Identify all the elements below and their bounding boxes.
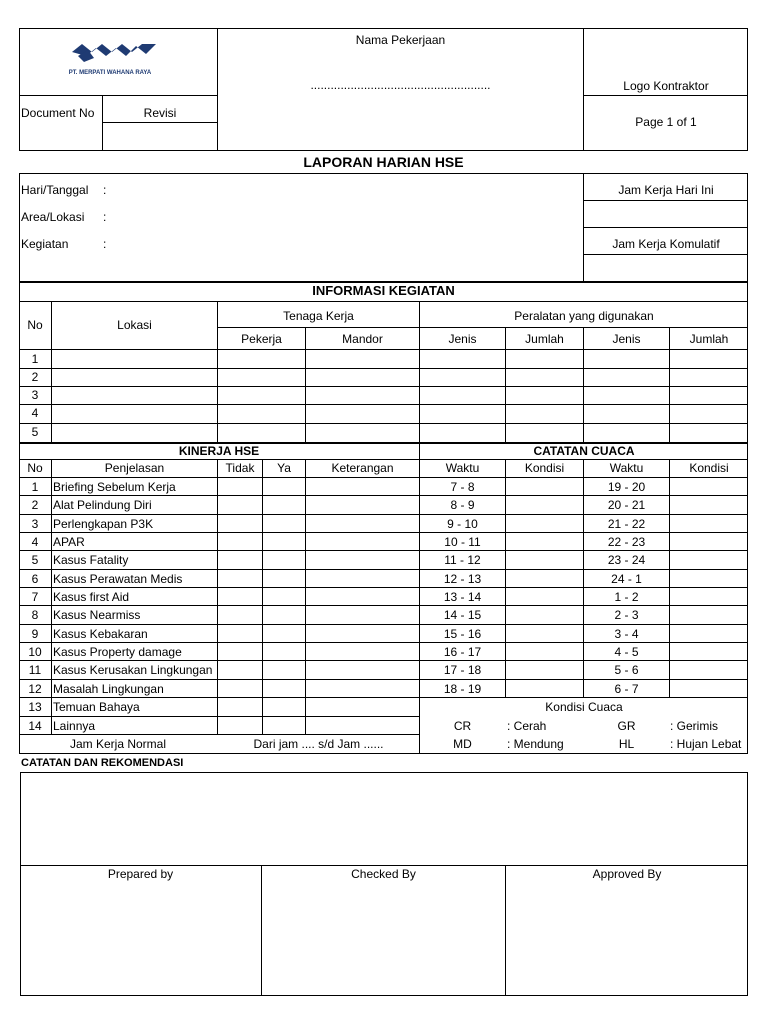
weather-time: 21 - 22 bbox=[607, 517, 646, 531]
notes-box bbox=[20, 772, 748, 866]
legend-desc: : Gerimis bbox=[670, 719, 718, 733]
weather-time: 8 - 9 bbox=[450, 498, 475, 512]
weather-time: 6 - 7 bbox=[614, 682, 639, 696]
item-no: 2 bbox=[31, 498, 39, 512]
item-no: 13 bbox=[28, 700, 42, 714]
equipment-type-header-2: Jenis bbox=[612, 332, 641, 346]
item-desc: APAR bbox=[53, 535, 85, 549]
item-desc: Masalah Lingkungan bbox=[53, 682, 164, 696]
document-no-label: Document No bbox=[21, 106, 95, 120]
item-no: 12 bbox=[28, 682, 42, 696]
weather-time-header-1: Waktu bbox=[445, 461, 480, 475]
item-desc: Kasus Perawatan Medis bbox=[53, 572, 183, 586]
legend-code: CR bbox=[453, 719, 472, 733]
company-name: PT. MERPATI WAHANA RAYA bbox=[68, 70, 152, 76]
weather-time: 9 - 10 bbox=[447, 517, 478, 531]
weather-time: 22 - 23 bbox=[607, 535, 646, 549]
weather-time-header-2: Waktu bbox=[609, 461, 644, 475]
notes-title: CATATAN DAN REKOMENDASI bbox=[21, 757, 184, 769]
activity-no-header: No bbox=[27, 318, 43, 332]
weather-condition-header-2: Kondisi bbox=[689, 461, 729, 475]
hse-performance-title: KINERJA HSE bbox=[178, 444, 260, 458]
equipment-header: Peralatan yang digunakan bbox=[514, 309, 654, 323]
weather-time: 23 - 24 bbox=[607, 553, 646, 567]
performance-no-header: No bbox=[27, 461, 43, 475]
item-desc: Lainnya bbox=[53, 719, 96, 733]
prepared-by-label: Prepared by bbox=[107, 867, 174, 881]
item-no: 9 bbox=[31, 627, 39, 641]
item-desc: Kasus Kebakaran bbox=[53, 627, 148, 641]
legend-desc: : Hujan Lebat bbox=[670, 737, 742, 751]
weather-title: CATATAN CUACA bbox=[533, 444, 635, 458]
weather-time: 10 - 11 bbox=[444, 535, 481, 549]
contractor-logo-label: Logo Kontraktor bbox=[623, 79, 709, 93]
day-date-colon: : bbox=[103, 183, 107, 197]
weather-time: 14 - 15 bbox=[443, 608, 482, 622]
item-no: 7 bbox=[31, 590, 39, 604]
performance-remarks-header: Keterangan bbox=[331, 461, 394, 475]
legend-desc: : Cerah bbox=[507, 719, 547, 733]
legend-code: HL bbox=[618, 737, 635, 751]
item-desc: Kasus Property damage bbox=[53, 645, 182, 659]
item-no: 6 bbox=[31, 572, 39, 586]
weather-time: 20 - 21 bbox=[607, 498, 646, 512]
area-colon: : bbox=[103, 210, 107, 224]
item-desc: Perlengkapan P3K bbox=[53, 517, 154, 531]
item-no: 10 bbox=[28, 645, 42, 659]
item-no: 11 bbox=[28, 663, 42, 677]
legend-code: MD bbox=[453, 737, 472, 751]
weather-time: 1 - 2 bbox=[614, 590, 639, 604]
item-desc: Kasus Nearmiss bbox=[53, 608, 141, 622]
worker-header: Pekerja bbox=[241, 332, 282, 346]
item-desc: Temuan Bahaya bbox=[53, 700, 140, 714]
weather-time: 16 - 17 bbox=[443, 645, 482, 659]
item-desc: Briefing Sebelum Kerja bbox=[53, 480, 176, 494]
company-logo bbox=[70, 40, 160, 70]
item-desc: Kasus Kerusakan Lingkungan bbox=[53, 663, 213, 677]
weather-time: 2 - 3 bbox=[614, 608, 639, 622]
weather-time: 7 - 8 bbox=[450, 480, 475, 494]
weather-time: 17 - 18 bbox=[443, 663, 482, 677]
weather-time: 18 - 19 bbox=[443, 682, 482, 696]
normal-hours-label: Jam Kerja Normal bbox=[69, 737, 167, 751]
legend-desc: : Mendung bbox=[507, 737, 564, 751]
activity-row-no: 4 bbox=[31, 406, 39, 420]
checked-by-label: Checked By bbox=[351, 867, 416, 881]
normal-hours-value: Dari jam .... s/d Jam ...... bbox=[253, 737, 384, 751]
area-label: Area/Lokasi bbox=[21, 210, 85, 224]
activity-row-no: 5 bbox=[31, 425, 39, 439]
legend-code: GR bbox=[617, 719, 636, 733]
equipment-amount-header-1: Jumlah bbox=[525, 332, 564, 346]
item-no: 1 bbox=[31, 480, 39, 494]
performance-no-col-header: Tidak bbox=[225, 461, 255, 475]
weather-time: 19 - 20 bbox=[607, 480, 646, 494]
company-logo-mark bbox=[70, 40, 160, 68]
work-hours-today-label: Jam Kerja Hari Ini bbox=[618, 183, 714, 197]
weather-time: 24 - 1 bbox=[611, 572, 642, 586]
revision-label: Revisi bbox=[143, 106, 177, 120]
activity-row-no: 2 bbox=[31, 370, 39, 384]
work-hours-cumulative-label: Jam Kerja Komulatif bbox=[612, 237, 720, 251]
manpower-header: Tenaga Kerja bbox=[283, 309, 354, 323]
activity-colon: : bbox=[103, 237, 107, 251]
activity-info-title: INFORMASI KEGIATAN bbox=[312, 283, 455, 298]
report-title: LAPORAN HARIAN HSE bbox=[303, 154, 464, 170]
equipment-type-header-1: Jenis bbox=[448, 332, 477, 346]
weather-time: 12 - 13 bbox=[443, 572, 482, 586]
weather-time: 15 - 16 bbox=[443, 627, 482, 641]
job-name-field: ...................................................... bbox=[310, 78, 491, 92]
weather-condition-header-1: Kondisi bbox=[524, 461, 565, 475]
item-no: 14 bbox=[28, 719, 42, 733]
performance-desc-header: Penjelasan bbox=[104, 461, 165, 475]
item-no: 5 bbox=[31, 553, 39, 567]
item-desc: Kasus Fatality bbox=[53, 553, 129, 567]
day-date-label: Hari/Tanggal bbox=[21, 183, 89, 197]
activity-row-no: 1 bbox=[31, 352, 39, 366]
weather-time: 11 - 12 bbox=[444, 553, 481, 567]
item-desc: Kasus first Aid bbox=[53, 590, 130, 604]
activity-location-header: Lokasi bbox=[117, 318, 152, 332]
activity-row-no: 3 bbox=[31, 388, 39, 402]
foreman-header: Mandor bbox=[342, 332, 383, 346]
approved-by-label: Approved By bbox=[592, 867, 662, 881]
activity-label: Kegiatan bbox=[21, 237, 69, 251]
job-name-label: Nama Pekerjaan bbox=[355, 33, 446, 47]
item-no: 4 bbox=[31, 535, 39, 549]
page-number: Page 1 of 1 bbox=[635, 115, 697, 129]
equipment-amount-header-2: Jumlah bbox=[689, 332, 729, 346]
weather-time: 13 - 14 bbox=[443, 590, 482, 604]
weather-time: 4 - 5 bbox=[614, 645, 639, 659]
weather-time: 5 - 6 bbox=[614, 663, 639, 677]
performance-yes-col-header: Ya bbox=[277, 461, 291, 475]
item-desc: Alat Pelindung Diri bbox=[53, 498, 152, 512]
weather-time: 3 - 4 bbox=[614, 627, 639, 641]
weather-legend-title: Kondisi Cuaca bbox=[545, 700, 623, 714]
item-no: 8 bbox=[31, 608, 39, 622]
item-no: 3 bbox=[31, 517, 39, 531]
